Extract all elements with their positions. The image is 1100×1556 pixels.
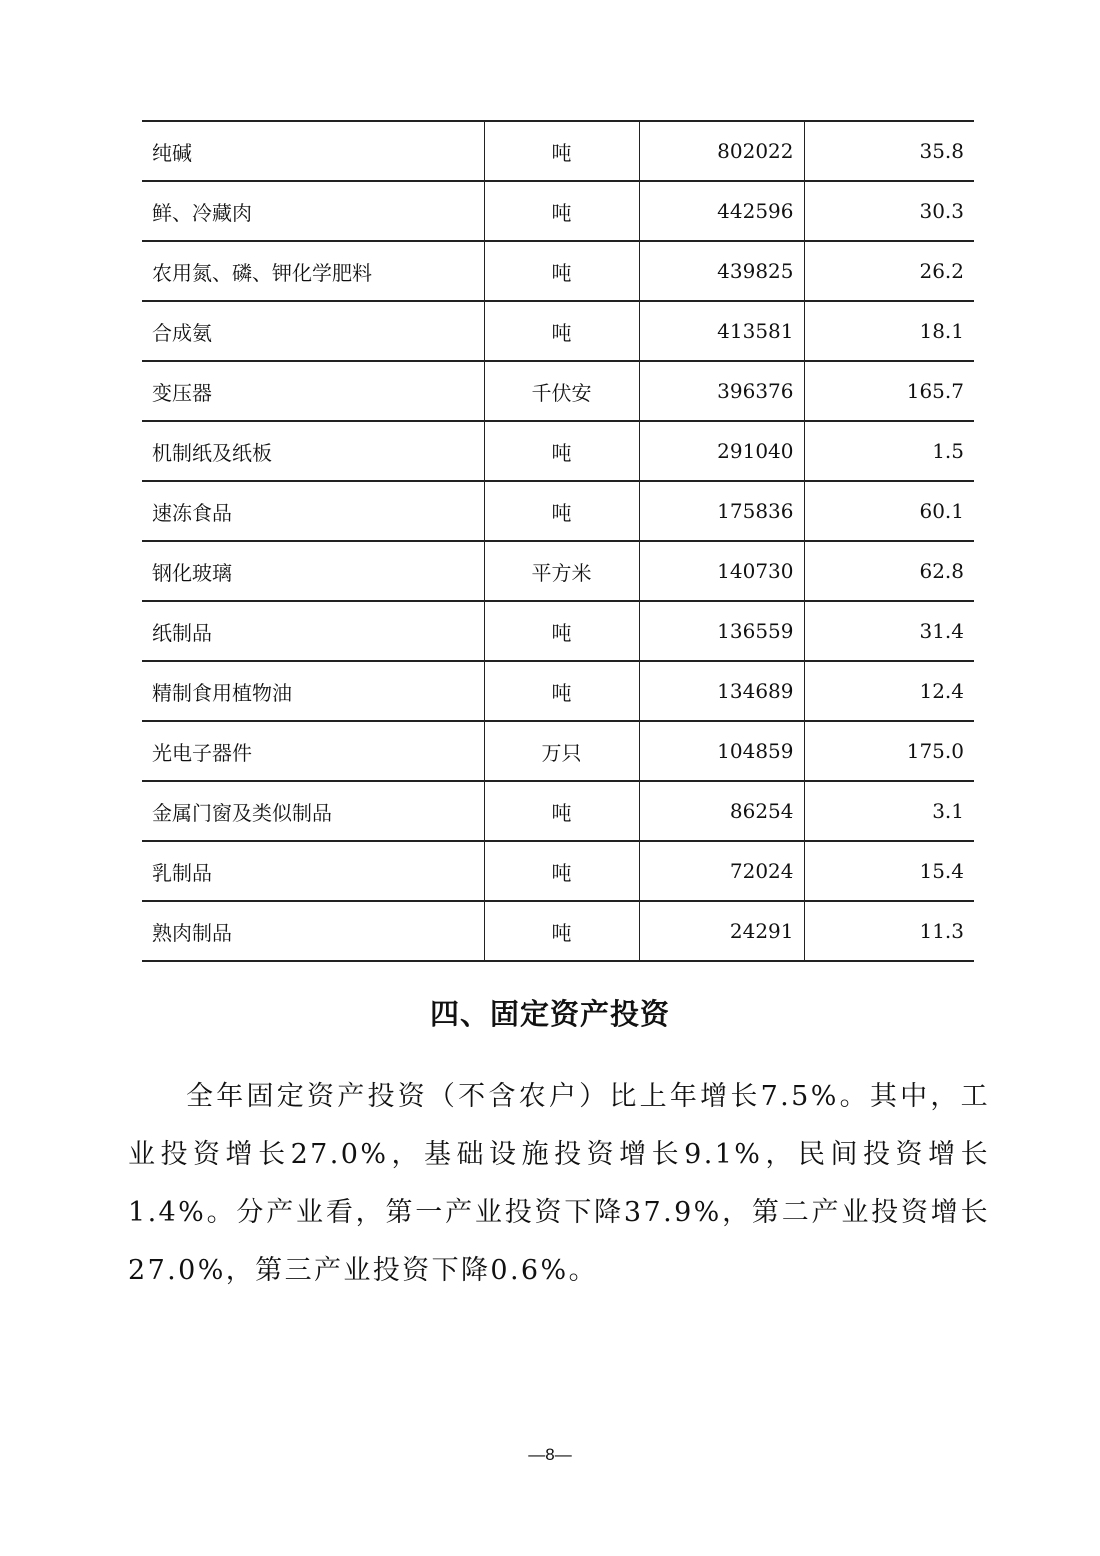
table-row [142,721,974,781]
table-row [142,421,974,481]
growth-rate-cell: 31.4 [804,601,974,661]
table-row [142,241,974,301]
table-row [142,901,974,961]
growth-rate-cell: 165.7 [804,361,974,421]
unit-cell: 平方米 [484,541,639,601]
unit-cell: 吨 [484,481,639,541]
output-cell: 439825 [639,241,804,301]
product-output-table [142,120,974,962]
table-row [142,541,974,601]
product-name-cell: 乳制品 [142,841,484,901]
table-row [142,661,974,721]
product-name-cell: 速冻食品 [142,481,484,541]
table-row [142,781,974,841]
growth-rate-cell: 62.8 [804,541,974,601]
output-cell: 442596 [639,181,804,241]
unit-cell: 千伏安 [484,361,639,421]
product-name-cell: 鲜、冷藏肉 [142,181,484,241]
product-name-cell: 合成氨 [142,301,484,361]
unit-cell: 吨 [484,781,639,841]
table-row [142,301,974,361]
table-row [142,121,974,181]
output-cell: 291040 [639,421,804,481]
product-name-cell: 纯碱 [142,121,484,181]
unit-cell: 吨 [484,901,639,961]
table-row [142,841,974,901]
product-name-cell: 钢化玻璃 [142,541,484,601]
unit-cell: 万只 [484,721,639,781]
product-name-cell: 精制食用植物油 [142,661,484,721]
output-cell: 413581 [639,301,804,361]
output-cell: 140730 [639,541,804,601]
product-name-cell: 变压器 [142,361,484,421]
growth-rate-cell: 60.1 [804,481,974,541]
section-title: 四、固定资产投资 [429,997,670,1031]
growth-rate-cell: 35.8 [804,121,974,181]
data-table [142,120,974,962]
growth-rate-cell: 26.2 [804,241,974,301]
page-number: —8— [528,1445,572,1464]
output-cell: 396376 [639,361,804,421]
growth-rate-cell: 3.1 [804,781,974,841]
table-row [142,481,974,541]
growth-rate-cell: 12.4 [804,661,974,721]
output-cell: 24291 [639,901,804,961]
output-cell: 175836 [639,481,804,541]
unit-cell: 吨 [484,841,639,901]
unit-cell: 吨 [484,121,639,181]
output-cell: 72024 [639,841,804,901]
product-name-cell: 机制纸及纸板 [142,421,484,481]
growth-rate-cell: 15.4 [804,841,974,901]
table-row [142,181,974,241]
body-paragraph: 全年固定资产投资（不含农户）比上年增长7.5%。其中，工业投资增长27.0%，基础设施投资增长9.1%，民间投资增长1.4%。分产业看，第一产业投资下降37.9%，第二产业投资增长27.0%，第三产业投资下降0.6%。 [128,1081,990,1286]
product-name-cell: 熟肉制品 [142,901,484,961]
unit-cell: 吨 [484,421,639,481]
output-cell: 802022 [639,121,804,181]
output-cell: 104859 [639,721,804,781]
unit-cell: 吨 [484,241,639,301]
growth-rate-cell: 175.0 [804,721,974,781]
product-name-cell: 光电子器件 [142,721,484,781]
product-name-cell: 农用氮、磷、钾化学肥料 [142,241,484,301]
table-row [142,361,974,421]
output-cell: 136559 [639,601,804,661]
product-name-cell: 纸制品 [142,601,484,661]
unit-cell: 吨 [484,181,639,241]
unit-cell: 吨 [484,661,639,721]
unit-cell: 吨 [484,601,639,661]
product-name-cell: 金属门窗及类似制品 [142,781,484,841]
output-cell: 134689 [639,661,804,721]
growth-rate-cell: 30.3 [804,181,974,241]
unit-cell: 吨 [484,301,639,361]
growth-rate-cell: 1.5 [804,421,974,481]
growth-rate-cell: 18.1 [804,301,974,361]
table-body [142,121,974,961]
growth-rate-cell: 11.3 [804,901,974,961]
output-cell: 86254 [639,781,804,841]
table-row [142,601,974,661]
